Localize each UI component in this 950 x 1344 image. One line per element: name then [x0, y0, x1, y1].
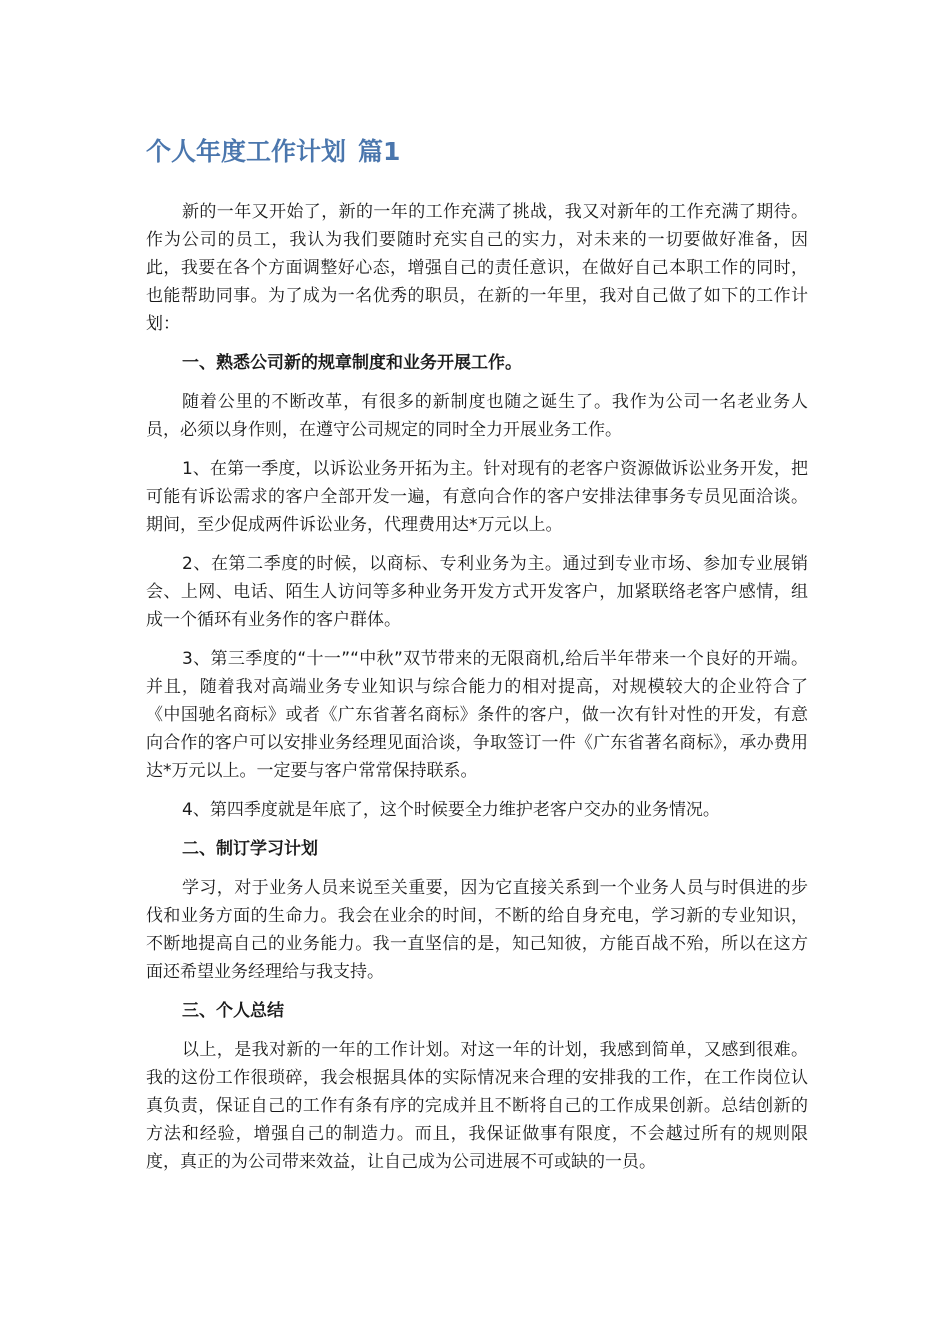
- document-title-main: 个人年度工作计划: [146, 137, 347, 166]
- document-page: [146, 132, 808, 1187]
- document-title-suffix: 篇1: [358, 137, 401, 166]
- section-2-heading: 二、制订学习计划: [182, 839, 318, 859]
- document-title: [146, 132, 808, 172]
- section-1-item-q3: 3、第三季度的“十一”“中秋”双节带来的无限商机,给后半年带来一个良好的开端。并且，随着我对高端业务专业知识与综合能力的相对提高，对规模较大的企业符合了《中国驰名商标》或者《广东省著名商标》条件的客户，做一次有针对性的开发，有意向合作的客户可以安排业务经理见面洽谈，争取签订一件《广东省著名商标》，承办费用达*万元以上。一定要与客户常常保持联系。: [146, 649, 808, 781]
- section-3-paragraph-1: 以上，是我对新的一年的工作计划。对这一年的计划，我感到简单，又感到很难。我的这份工作很琐碎，我会根据具体的实际情况来合理的安排我的工作，在工作岗位认真负责，保证自己的工作有条有序的完成并且不断将自己的工作成果创新。总结创新的方法和经验，增强自己的制造力。而且，我保证做事有限度，不会越过所有的规则限度，真正的为公司带来效益，让自己成为公司进展不可或缺的一员。: [146, 1040, 808, 1172]
- section-1-item-q1: 1、在第一季度，以诉讼业务开拓为主。针对现有的老客户资源做诉讼业务开发，把可能有诉讼需求的客户全部开发一遍，有意向合作的客户安排法律事务专员见面洽谈。期间，至少促成两件诉讼业务，代理费用达*万元以上。: [146, 459, 808, 535]
- section-1-item-q2: 2、在第二季度的时候，以商标、专利业务为主。通过到专业市场、参加专业展销会、上网、电话、陌生人访问等多种业务开发方式开发客户，加紧联络老客户感情，组成一个循环有业务作的客户群体。: [146, 554, 808, 630]
- section-1-item-q4: 4、第四季度就是年底了，这个时候要全力维护老客户交办的业务情况。: [182, 800, 720, 820]
- intro-paragraph: 新的一年又开始了，新的一年的工作充满了挑战，我又对新年的工作充满了期待。作为公司的员工，我认为我们要随时充实自己的实力，对未来的一切要做好准备，因此，我要在各个方面调整好心态，增强自己的责任意识，在做好自己本职工作的同时，也能帮助同事。为了成为一名优秀的职员，在新的一年里，我对自己做了如下的工作计划：: [146, 202, 808, 334]
- section-1-heading: 一、熟悉公司新的规章制度和业务开展工作。: [182, 353, 522, 373]
- section-2-paragraph-1: 学习，对于业务人员来说至关重要，因为它直接关系到一个业务人员与时俱进的步伐和业务方面的生命力。我会在业余的时间，不断的给自身充电，学习新的专业知识，不断地提高自己的业务能力。我一直坚信的是，知己知彼，方能百战不殆，所以在这方面还希望业务经理给与我支持。: [146, 878, 808, 982]
- section-1-paragraph-1: 随着公里的不断改革，有很多的新制度也随之诞生了。我作为公司一名老业务人员，必须以身作则，在遵守公司规定的同时全力开展业务工作。: [146, 392, 808, 440]
- section-3-heading: 三、个人总结: [182, 1001, 284, 1021]
